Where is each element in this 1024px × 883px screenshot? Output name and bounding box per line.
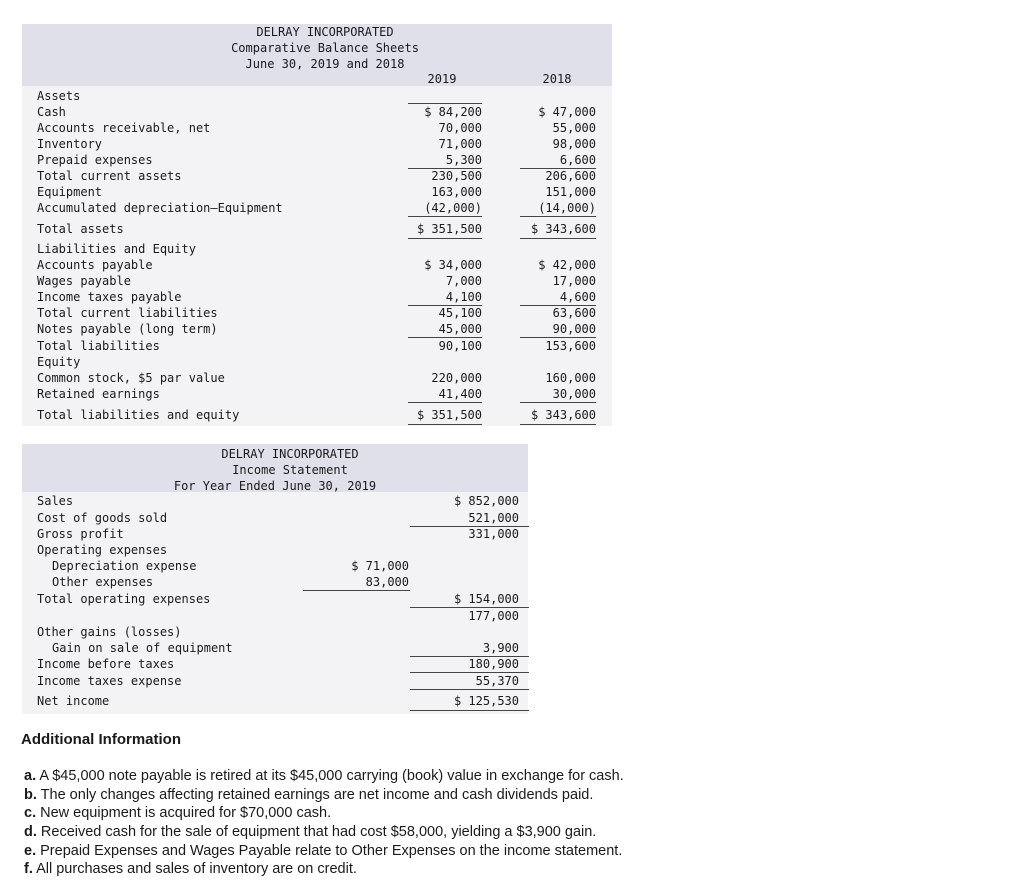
bs-value-2019: 90,100: [438, 339, 482, 353]
column-header-2019: 2019: [427, 72, 457, 86]
bs-value-2019: 41,400: [438, 387, 482, 401]
bs-row-label: Wages payable: [37, 274, 131, 288]
additional-info-text: Prepaid Expenses and Wages Payable relate to Other Expenses on the income statement.: [40, 843, 623, 859]
bs-value-2018: (14,000): [538, 201, 596, 215]
bs-row-label: Prepaid expenses: [37, 153, 153, 167]
bs-value-2019: 45,100: [438, 306, 482, 320]
additional-info-letter: f.: [24, 861, 33, 877]
bs-value-2018: 153,600: [545, 339, 596, 353]
bs-value-2019: (42,000): [424, 201, 482, 215]
bs-underline: [520, 337, 596, 338]
additional-info-item: [24, 786, 593, 804]
bs-total-underline: [520, 424, 596, 425]
bs-value-2019: $ 351,500: [416, 222, 482, 236]
additional-info-item: [24, 804, 331, 822]
additional-info-item: [24, 860, 357, 878]
is-right-value: 180,900: [468, 657, 519, 671]
additional-info-item: [24, 823, 596, 841]
additional-info-letter: a.: [24, 768, 37, 784]
is-row-label: Depreciation expense: [52, 559, 197, 573]
is-right-value: 177,000: [468, 609, 519, 623]
income-statement-company: DELRAY INCORPORATED: [221, 447, 359, 461]
bs-total-underline: [408, 424, 482, 425]
bs-value-2019: 70,000: [438, 121, 482, 135]
bs-value-2018: 90,000: [552, 322, 596, 336]
is-right-underline: [410, 672, 529, 673]
balance-sheet-company: DELRAY INCORPORATED: [256, 25, 394, 39]
is-row-label: Gain on sale of equipment: [52, 641, 233, 655]
bs-row-label: Retained earnings: [37, 387, 160, 401]
bs-value-2018: $ 42,000: [538, 258, 596, 272]
is-mid-value: $ 71,000: [351, 559, 409, 573]
income-statement-period: For Year Ended June 30, 2019: [173, 479, 377, 493]
is-row-label: Cost of goods sold: [37, 511, 168, 525]
is-right-value: 521,000: [468, 511, 519, 525]
is-mid-underline: [303, 590, 410, 591]
income-statement-title: Income Statement: [232, 463, 348, 477]
additional-info-item: [24, 842, 622, 860]
bs-value-2018: 63,600: [552, 306, 596, 320]
bs-value-2019: 230,500: [431, 169, 482, 183]
bs-value-2019: $ 34,000: [424, 258, 482, 272]
bs-value-2019: 45,000: [438, 322, 482, 336]
bs-value-2019: 220,000: [431, 371, 482, 385]
bs-row-label: Total liabilities: [37, 339, 160, 353]
is-mid-value: 83,000: [365, 575, 409, 589]
is-right-underline: [410, 689, 529, 690]
is-row-label: Sales: [37, 494, 74, 508]
bs-value-2018: 160,000: [545, 371, 596, 385]
bs-underline: [408, 337, 482, 338]
bs-value-2019: $ 351,500: [416, 408, 482, 422]
additional-info-item: [24, 767, 624, 785]
additional-info-letter: b.: [24, 787, 37, 803]
is-row-label: Total operating expenses: [37, 592, 211, 606]
is-right-underline: [410, 710, 529, 711]
bs-row-label: Notes payable (long term): [37, 322, 218, 336]
is-row-label: Gross profit: [37, 527, 124, 541]
bs-total-underline: [408, 238, 482, 239]
bs-underline: [520, 216, 596, 217]
bs-value-2018: $ 343,600: [530, 222, 596, 236]
is-right-value: 331,000: [468, 527, 519, 541]
is-row-label: Other expenses: [52, 575, 154, 589]
bs-value-2018: 55,000: [552, 121, 596, 135]
bs-row-label: Total current assets: [37, 169, 182, 183]
additional-info-text: The only changes affecting retained earnings are net income and cash dividends paid.: [40, 787, 594, 803]
bs-row-label: Accumulated depreciation—Equipment: [37, 201, 283, 215]
bs-row-label: Equity: [37, 355, 81, 369]
additional-info-text: A $45,000 note payable is retired at its $45,000 carrying (book) value in exchange for cash.: [39, 768, 624, 784]
is-right-value: $ 125,530: [453, 694, 519, 708]
is-row-label: Other gains (losses): [37, 625, 182, 639]
is-row-label: Income taxes expense: [37, 674, 182, 688]
bs-row-label: Total current liabilities: [37, 306, 218, 320]
additional-info-heading: Additional Information: [21, 731, 181, 748]
is-right-value: $ 154,000: [453, 592, 519, 606]
bs-value-2018: 98,000: [552, 137, 596, 151]
is-row-label: Operating expenses: [37, 543, 168, 557]
column-header-2018: 2018: [542, 72, 572, 86]
bs-value-2018: 151,000: [545, 185, 596, 199]
bs-value-2018: 4,600: [559, 290, 596, 304]
bs-row-label: Accounts payable: [37, 258, 153, 272]
bs-value-2018: 30,000: [552, 387, 596, 401]
is-row-label: Net income: [37, 694, 110, 708]
balance-sheet-title: Comparative Balance Sheets: [231, 41, 419, 55]
bs-value-2018: 6,600: [559, 153, 596, 167]
bs-underline: [520, 402, 596, 403]
bs-value-2019: $ 84,200: [424, 105, 482, 119]
bs-value-2019: 71,000: [438, 137, 482, 151]
bs-row-label: Assets: [37, 89, 81, 103]
bs-value-2018: $ 343,600: [530, 408, 596, 422]
bs-value-2019: 163,000: [431, 185, 482, 199]
is-right-value: $ 852,000: [453, 494, 519, 508]
bs-row-label: Equipment: [37, 185, 103, 199]
bs-row-label: Total assets: [37, 222, 124, 236]
is-row-label: Income before taxes: [37, 657, 175, 671]
additional-info-text: Received cash for the sale of equipment that had cost $58,000, yielding a $3,900 gain.: [40, 824, 597, 840]
bs-value-2018: $ 47,000: [538, 105, 596, 119]
bs-row-label: Inventory: [37, 137, 103, 151]
bs-value-2019: 4,100: [445, 290, 482, 304]
additional-info-text: All purchases and sales of inventory are on credit.: [36, 861, 357, 877]
bs-value-2019: 7,000: [445, 274, 482, 288]
is-right-underline: [410, 607, 529, 608]
bs-value-2018: 206,600: [545, 169, 596, 183]
bs-row-label: Common stock, $5 par value: [37, 371, 225, 385]
bs-underline: [408, 216, 482, 217]
bs-row-label: Income taxes payable: [37, 290, 182, 304]
bs-underline: [408, 402, 482, 403]
bs-row-label: Liabilities and Equity: [37, 242, 196, 256]
bs-row-label: Accounts receivable, net: [37, 121, 211, 135]
is-right-value: 55,370: [475, 674, 519, 688]
bs-row-label: Cash: [37, 105, 66, 119]
balance-sheet-date: June 30, 2019 and 2018: [245, 57, 405, 71]
additional-info-letter: e.: [24, 843, 37, 859]
bs-row-label: Total liabilities and equity: [37, 408, 240, 422]
bs-value-2019: 5,300: [445, 153, 482, 167]
rule-cash-2019: [408, 103, 482, 104]
additional-info-letter: c.: [24, 805, 37, 821]
bs-total-underline: [520, 238, 596, 239]
additional-info-text: New equipment is acquired for $70,000 cash.: [40, 805, 332, 821]
additional-info-letter: d.: [24, 824, 37, 840]
bs-value-2018: 17,000: [552, 274, 596, 288]
is-right-value: 3,900: [482, 641, 519, 655]
